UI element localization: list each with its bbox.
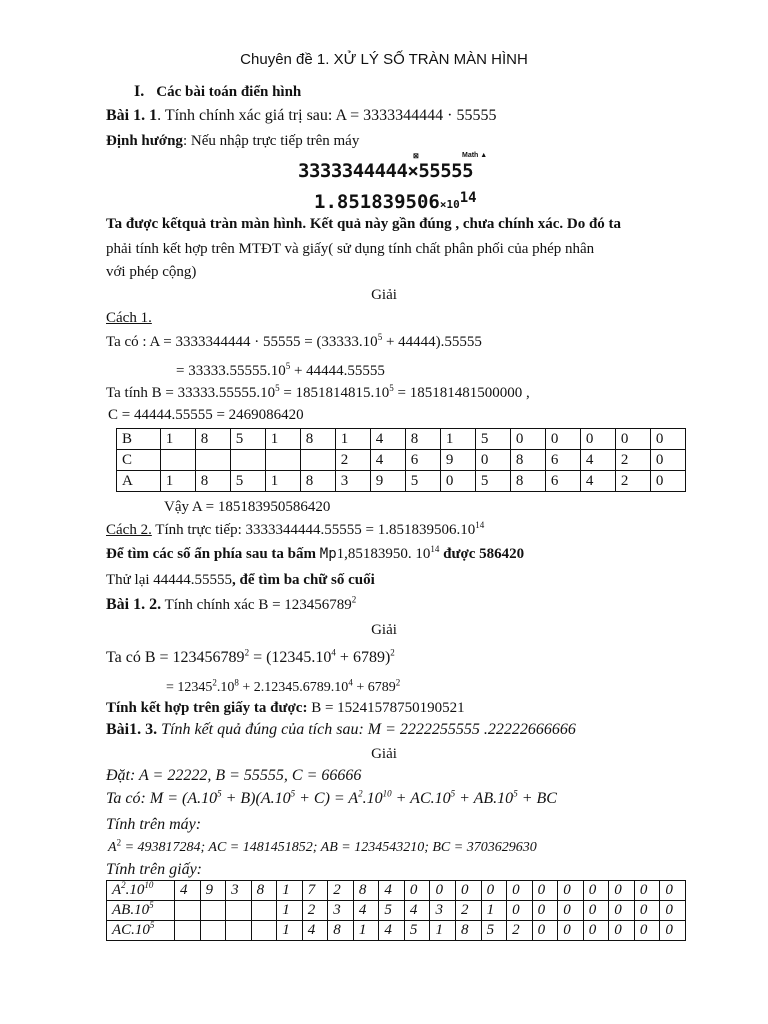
- solution-heading-2: Giải: [371, 622, 397, 638]
- digit-cell: 0: [475, 450, 510, 471]
- digit-cell: 0: [558, 921, 584, 941]
- digit-cell: 1: [335, 429, 370, 450]
- digit-cell: 5: [379, 901, 405, 921]
- digit-cell: 2: [302, 901, 328, 921]
- calculator-display: [296, 150, 516, 218]
- verify-label: Thử lại: [106, 572, 154, 588]
- digit-cell: [160, 450, 195, 471]
- machine-results-values: = 493817284; AC = 1481451852; AB = 1234543210; BC = 3703629630: [121, 840, 537, 855]
- digit-cell: 6: [545, 471, 580, 492]
- digit-table-1: [116, 428, 686, 492]
- digit-cell: 8: [195, 471, 230, 492]
- equation-m-6: + AB.10: [455, 790, 514, 807]
- equation-b-3: + 6789): [335, 649, 391, 666]
- digit-cell: 4: [580, 450, 615, 471]
- digit-cell: 0: [430, 881, 456, 901]
- equation-a-part: Ta có : A = 3333344444 · 55555 = (33333.10: [106, 334, 378, 350]
- row-label-text: AB.10: [112, 902, 150, 918]
- row-label-mid: .10: [125, 882, 145, 898]
- equation-m-e2: 5: [290, 788, 296, 799]
- digit-cell: 8: [510, 471, 545, 492]
- digit-cell: 0: [558, 901, 584, 921]
- exercise-1-3-text: Tính kết quả đúng của tích sau: M = 2222255555 .22222666666: [157, 721, 576, 738]
- table-row: [117, 429, 686, 450]
- section-number: I.: [134, 83, 145, 100]
- digit-cell: [195, 450, 230, 471]
- result-b: [106, 698, 465, 718]
- machine-results-exp: 2: [116, 837, 122, 848]
- equation-a2-part: = 33333.55555.10: [176, 363, 286, 379]
- digit-cell: [226, 901, 252, 921]
- equation-a: [106, 332, 482, 352]
- table-row: [107, 881, 686, 901]
- equation-b2-e4: 2: [395, 677, 401, 688]
- find-hidden-digits: [106, 544, 524, 564]
- digit-cell: 0: [545, 429, 580, 450]
- digit-cell: [175, 901, 201, 921]
- digit-cell: [226, 921, 252, 941]
- compute-b-3: = 185181481500000 ,: [393, 385, 530, 401]
- digit-cell: 3: [430, 901, 456, 921]
- equation-b2-e2: 8: [234, 677, 239, 688]
- digit-cell: 1: [160, 429, 195, 450]
- compute-b-e2: 5: [389, 383, 394, 393]
- digit-cell: 6: [545, 450, 580, 471]
- digit-cell: [251, 901, 277, 921]
- equation-m-7: + BC: [517, 790, 557, 807]
- verify-line: [106, 570, 375, 590]
- compute-b-e1: 5: [275, 383, 280, 393]
- method-2-label: Cách 2.: [106, 522, 152, 538]
- digit-cell: 2: [615, 471, 650, 492]
- row-label-cell: B: [117, 429, 161, 450]
- equation-m-3: + C) = A: [295, 790, 359, 807]
- exercise-1-3-label: Bài1. 3.: [106, 721, 158, 738]
- digit-cell: 5: [230, 429, 265, 450]
- digit-cell: 0: [583, 881, 609, 901]
- digit-cell: 4: [379, 881, 405, 901]
- digit-cell: 4: [580, 471, 615, 492]
- digit-cell: 0: [609, 881, 635, 901]
- equation-b-e2: 4: [331, 647, 336, 658]
- digit-cell: 5: [481, 921, 507, 941]
- digit-cell: 1: [277, 921, 303, 941]
- equation-b2-4: + 6789: [352, 680, 396, 695]
- paper-compute-text: Tính trên giấy:: [106, 861, 202, 878]
- equation-a-exp: 5: [377, 332, 383, 342]
- result-b-value: B = 15241578750190521: [307, 700, 465, 716]
- calc-indicators: Math ▲: [462, 152, 488, 159]
- equation-m-2: + B)(A.10: [221, 790, 291, 807]
- digit-cell: 3: [226, 881, 252, 901]
- equation-a-rest: + 44444).55555: [382, 334, 482, 350]
- digit-cell: 9: [200, 881, 226, 901]
- find-hidden-result: được 586420: [439, 546, 525, 562]
- digit-cell: 0: [609, 921, 635, 941]
- digit-cell: [230, 450, 265, 471]
- digit-cell: 0: [650, 471, 685, 492]
- equation-m-e5: 5: [450, 788, 456, 799]
- digit-cell: 1: [481, 901, 507, 921]
- digit-cell: 2: [456, 901, 482, 921]
- row-label-text: AC.10: [112, 922, 150, 938]
- digit-cell: 6: [405, 450, 440, 471]
- digit-cell: 8: [510, 450, 545, 471]
- machine-compute-text: Tính trên máy:: [106, 816, 202, 833]
- row-label-cell: C: [117, 450, 161, 471]
- digit-cell: 8: [328, 921, 354, 941]
- exercise-1-1: [106, 106, 496, 126]
- digit-cell: 0: [507, 881, 533, 901]
- equation-m-4: .10: [362, 790, 383, 807]
- digit-cell: 1: [440, 429, 475, 450]
- digit-cell: 0: [532, 901, 558, 921]
- digit-cell: 8: [405, 429, 440, 450]
- digit-cell: 8: [195, 429, 230, 450]
- digit-cell: 0: [634, 901, 660, 921]
- result-a: Vậy A = 185183950586420: [164, 499, 331, 515]
- equation-m-5: + AC.10: [391, 790, 451, 807]
- digit-cell: 0: [532, 881, 558, 901]
- digit-cell: 4: [175, 881, 201, 901]
- table-row: [117, 471, 686, 492]
- verify-value: 44444.55555: [153, 572, 233, 588]
- table-row: [107, 921, 686, 941]
- digit-cell: 1: [160, 471, 195, 492]
- equation-m-1: Ta có: M = (A.10: [106, 790, 218, 807]
- digit-cell: 1: [265, 429, 300, 450]
- equation-b2-3: + 2.12345.6789.10: [238, 680, 349, 695]
- digit-cell: 0: [615, 429, 650, 450]
- paper-compute-label: [106, 860, 202, 880]
- digit-cell: 2: [328, 881, 354, 901]
- digit-cell: [175, 921, 201, 941]
- digit-cell: 8: [456, 921, 482, 941]
- find-hidden-value: 1,85183950. 10: [336, 546, 431, 562]
- document-title: Chuyên đề 1. XỬ LÝ SỐ TRÀN MÀN HÌNH: [240, 51, 528, 68]
- method-2-text: Tính trực tiếp: 3333344444.55555 = 1.851839506.10: [151, 522, 476, 538]
- calc-indicator: ⊠: [413, 153, 419, 160]
- equation-b2-1: = 12345: [166, 680, 213, 695]
- equation-a2-exp: 5: [285, 361, 291, 371]
- exercise-1-3: [106, 720, 576, 740]
- key-mp: Mp: [319, 546, 337, 562]
- compute-b-2: = 1851814815.10: [279, 385, 390, 401]
- solution-heading-1: Giải: [371, 287, 397, 303]
- digit-cell: 0: [583, 901, 609, 921]
- row-label-cell: [107, 921, 175, 941]
- section-text: Các bài toán điển hình: [156, 84, 302, 100]
- calc-output-mantissa: 1.851839506: [314, 191, 440, 213]
- paragraph-line-3: với phép cộng): [106, 264, 197, 280]
- verify-text: , để tìm ba chữ số cuối: [232, 572, 375, 588]
- digit-cell: 9: [440, 450, 475, 471]
- digit-cell: 1: [430, 921, 456, 941]
- digit-cell: 0: [580, 429, 615, 450]
- digit-cell: 0: [440, 471, 475, 492]
- calc-input: 3333344444×55555: [298, 160, 474, 182]
- exercise-label: Bài 1. 1: [106, 107, 158, 124]
- digit-cell: 5: [230, 471, 265, 492]
- digit-cell: 5: [475, 429, 510, 450]
- equation-m-e1: 5: [217, 788, 222, 799]
- digit-cell: 8: [300, 471, 335, 492]
- method-2: [106, 520, 484, 540]
- equation-m-e6: 5: [513, 788, 518, 799]
- digit-cell: 1: [353, 921, 379, 941]
- definitions: [106, 766, 361, 786]
- digit-cell: 0: [650, 450, 685, 471]
- row-label-exp2: 10: [144, 880, 154, 890]
- digit-cell: 1: [277, 901, 303, 921]
- find-hidden-exp: 14: [430, 544, 440, 554]
- digit-cell: 3: [328, 901, 354, 921]
- digit-cell: 4: [370, 450, 405, 471]
- digit-cell: 8: [251, 881, 277, 901]
- method-2-exp: 14: [475, 520, 485, 530]
- digit-cell: 0: [660, 881, 686, 901]
- digit-cell: 0: [634, 881, 660, 901]
- digit-cell: 2: [615, 450, 650, 471]
- machine-results: [108, 838, 537, 858]
- calc-output-exp-val: 14: [459, 190, 477, 206]
- solution-heading-3: Giải: [371, 746, 397, 762]
- calc-output-exp: ×10: [439, 198, 460, 211]
- digit-cell: 4: [404, 901, 430, 921]
- equation-b2-2: .10: [216, 680, 235, 695]
- equation-m: [106, 789, 557, 809]
- section-heading: [134, 82, 301, 102]
- paragraph-text-1: Ta được kếtquả tràn màn hình. Kết quả này gần đúng , chưa chính xác. Do đó ta: [106, 216, 622, 232]
- digit-cell: 0: [507, 901, 533, 921]
- digit-cell: 0: [532, 921, 558, 941]
- digit-cell: 0: [404, 881, 430, 901]
- exercise-1-2: [106, 595, 356, 615]
- digit-cell: 8: [300, 429, 335, 450]
- digit-cell: 4: [379, 921, 405, 941]
- digit-cell: 0: [660, 921, 686, 941]
- digit-cell: [265, 450, 300, 471]
- row-label-exp: 2: [121, 880, 126, 890]
- equation-a2: [176, 361, 385, 381]
- digit-cell: 5: [404, 921, 430, 941]
- equation-m-e4: 10: [382, 788, 392, 799]
- machine-compute-label: [106, 815, 201, 835]
- equation-b-e1: 2: [244, 647, 250, 658]
- digit-cell: 1: [277, 881, 303, 901]
- digit-cell: 0: [609, 901, 635, 921]
- compute-b: [106, 383, 530, 403]
- exercise-text: . Tính chính xác giá trị sau: A = 3333344444 · 55555: [157, 107, 497, 124]
- calc-output: [314, 191, 477, 213]
- exercise-1-2-exp: 2: [351, 594, 357, 605]
- digit-cell: 9: [370, 471, 405, 492]
- digit-cell: 0: [558, 881, 584, 901]
- exercise-1-2-label: Bài 1. 2.: [106, 596, 162, 613]
- result-b-label: Tính kết hợp trên giấy ta được:: [106, 700, 308, 716]
- digit-cell: 8: [353, 881, 379, 901]
- equation-b2: [166, 678, 400, 698]
- digit-cell: [300, 450, 335, 471]
- digit-cell: 4: [302, 921, 328, 941]
- direction-line: [106, 131, 359, 151]
- digit-cell: 5: [475, 471, 510, 492]
- digit-cell: 0: [481, 881, 507, 901]
- equation-b2-e3: 4: [348, 677, 353, 688]
- method-1-label: Cách 1.: [106, 310, 152, 326]
- table-row: [117, 450, 686, 471]
- equation-b-1: Ta có B = 123456789: [106, 649, 245, 666]
- row-label-cell: [107, 881, 175, 901]
- digit-cell: [200, 921, 226, 941]
- row-label-cell: A: [117, 471, 161, 492]
- digit-cell: 0: [650, 429, 685, 450]
- direction-text: : Nếu nhập trực tiếp trên máy: [182, 133, 360, 149]
- equation-m-e3: 2: [358, 788, 363, 799]
- row-label-exp: 5: [149, 900, 154, 910]
- digit-table-2: [106, 880, 686, 941]
- compute-b-1: Ta tính B = 33333.55555.10: [106, 385, 276, 401]
- direction-label: Định hướng: [106, 133, 183, 149]
- equation-b-e3: 2: [390, 647, 395, 658]
- digit-cell: [251, 921, 277, 941]
- definitions-text: Đặt: A = 22222, B = 55555, C = 66666: [106, 767, 362, 784]
- digit-cell: 0: [634, 921, 660, 941]
- digit-cell: 0: [660, 901, 686, 921]
- row-label-text: A: [112, 882, 122, 898]
- paragraph-line-1: [106, 214, 621, 234]
- digit-cell: 7: [302, 881, 328, 901]
- table-row: [107, 901, 686, 921]
- equation-b2-e1: 2: [212, 677, 217, 688]
- digit-cell: [200, 901, 226, 921]
- find-hidden-text: Để tìm các số ẩn phía sau ta bấm: [106, 546, 320, 562]
- row-label-cell: [107, 901, 175, 921]
- equation-b-2: = (12345.10: [249, 649, 332, 666]
- machine-results-a: A: [108, 840, 117, 855]
- digit-cell: 2: [335, 450, 370, 471]
- row-label-exp: 5: [149, 920, 155, 930]
- exercise-1-2-text: Tính chính xác B = 123456789: [161, 597, 352, 613]
- digit-cell: 1: [265, 471, 300, 492]
- digit-cell: 4: [353, 901, 379, 921]
- digit-cell: 4: [370, 429, 405, 450]
- equation-a2-rest: + 44444.55555: [290, 363, 385, 379]
- digit-cell: 0: [583, 921, 609, 941]
- digit-cell: 3: [335, 471, 370, 492]
- paragraph-line-2: phải tính kết hợp trên MTĐT và giấy( sử dụng tính chất phân phối của phép nhân: [106, 241, 595, 257]
- digit-cell: 2: [507, 921, 533, 941]
- digit-cell: 0: [510, 429, 545, 450]
- compute-c: C = 44444.55555 = 2469086420: [108, 407, 304, 423]
- digit-cell: 5: [405, 471, 440, 492]
- equation-b: [106, 648, 395, 668]
- digit-cell: 0: [456, 881, 482, 901]
